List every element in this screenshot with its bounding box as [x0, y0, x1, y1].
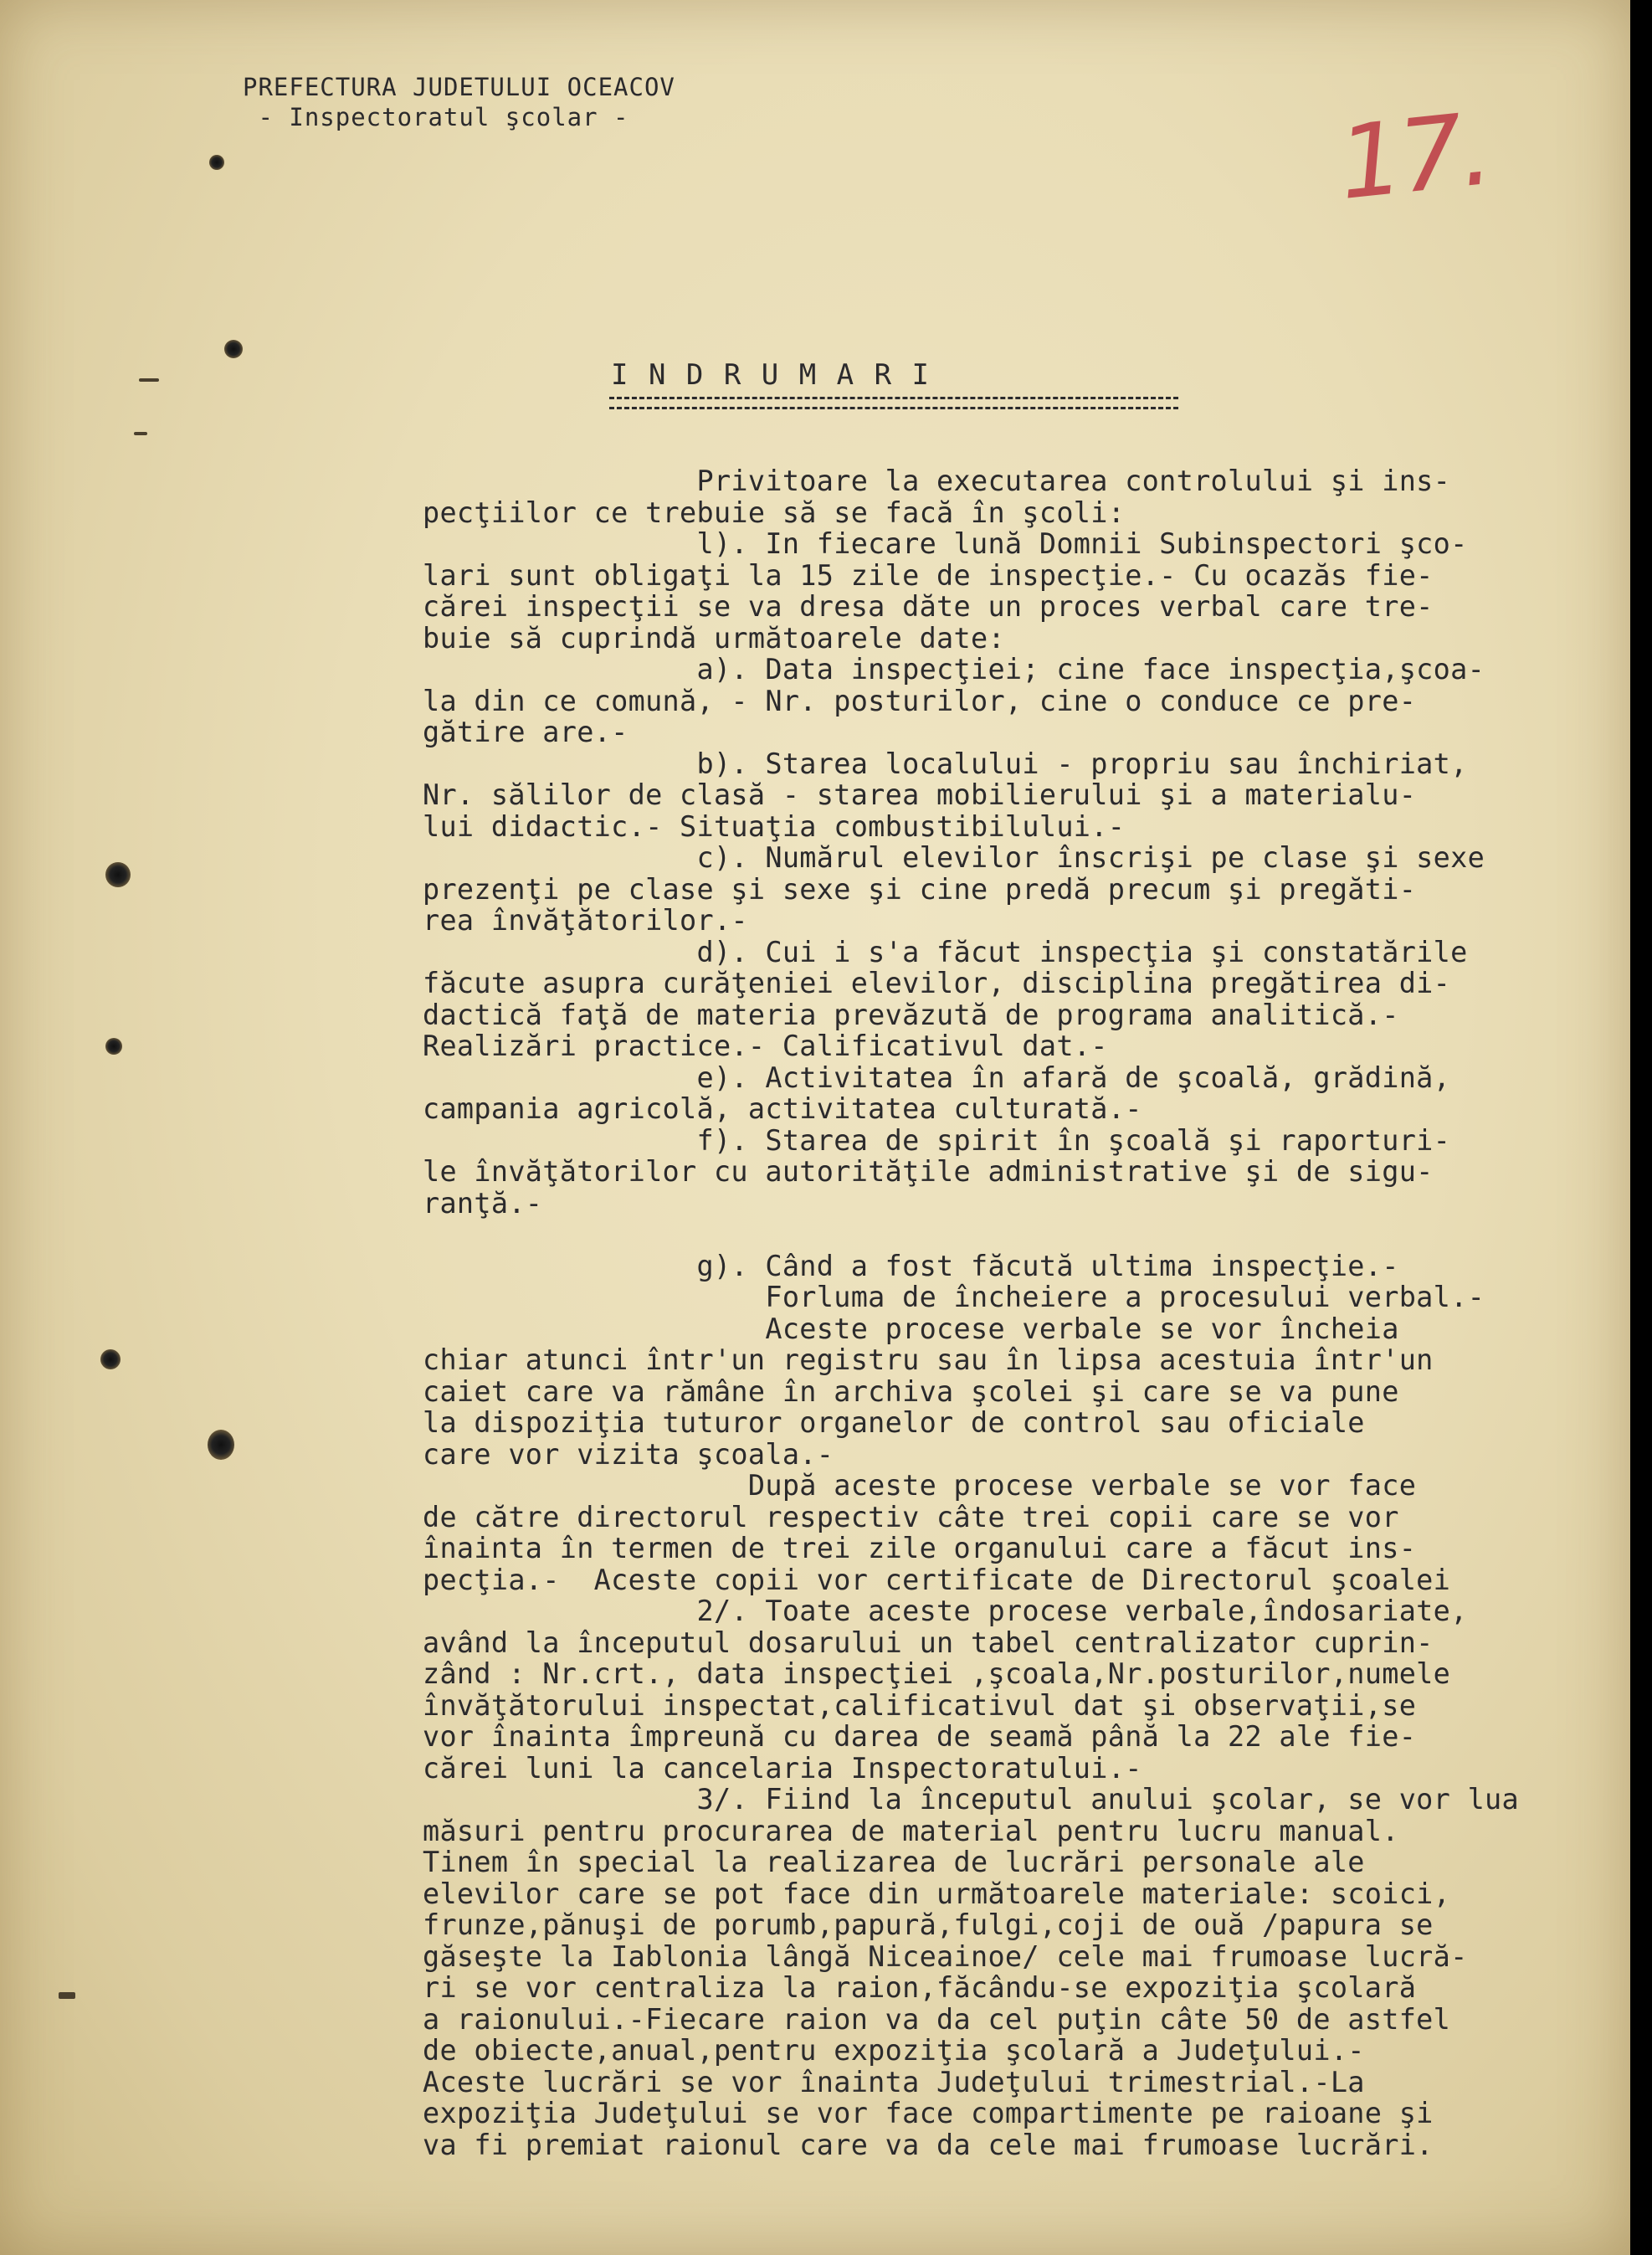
body-line: expoziţia Judeţului se vor face compartimente pe raioane şi: [423, 2097, 1434, 2129]
header-prefecture: PREFECTURA JUDETULUI OCEACOV: [243, 73, 675, 101]
body-line: prezenţi pe clase şi sexe şi cine predă precum şi pregăti-: [423, 872, 1417, 906]
body-line: Realizări practice.- Calificativul dat.-: [423, 1030, 1108, 1062]
body-line: lui didactic.- Situaţia combustibilului.-: [423, 809, 1126, 843]
body-line: campania agricolă, activitatea culturată.-: [423, 1092, 1142, 1125]
folio-number: 17.: [1333, 91, 1495, 223]
body-line: de către directorul respectiv câte trei copii care se vor: [423, 1500, 1399, 1533]
body-line: e). Activitatea în afară de şcoală, grădină,: [423, 1061, 1451, 1094]
body-line: chiar atunci într'un registru sau în lipsa acestuia într'un: [423, 1343, 1434, 1376]
body-line: va fi premiat raionul care va da cele mai frumoase lucrări.: [423, 2128, 1434, 2161]
body-line: Privitoare la executarea controlului şi ins-: [423, 465, 1451, 497]
body-line: a raionului.-Fiecare raion va da cel puţin câte 50 de astfel: [423, 2002, 1451, 2036]
body-line: vor înainta împreună cu darea de seamă până la 22 ale fie-: [423, 1720, 1417, 1753]
body-line: frunze,pănuşi de porumb,papură,fulgi,coji de ouă /papura se: [423, 1908, 1434, 1941]
title-underline: [609, 397, 1178, 399]
document-body: [423, 465, 1628, 2160]
body-line: g). Când a fost făcută ultima inspecţie.-: [423, 1249, 1399, 1282]
body-line: l). In fiecare lună Domnii Subinspectori şco-: [423, 527, 1468, 560]
body-line: la dispoziţia tuturor organelor de control sau oficiale: [423, 1406, 1365, 1439]
punch-hole: [208, 1430, 234, 1460]
body-line: ri se vor centraliza la raion,făcându-se expoziţia şcolară: [423, 1971, 1417, 2004]
body-line: pecţiilor ce trebuie să se facă în şcoli:: [423, 496, 1126, 529]
body-line: Nr. sălilor de clasă - starea mobilierului şi a materialu-: [423, 778, 1417, 811]
body-line: [423, 1219, 1628, 1251]
body-line: f). Starea de spirit în şcoală şi raporturi-: [423, 1123, 1451, 1157]
body-line: 2/. Toate aceste procese verbale,îndosariate,: [423, 1595, 1468, 1627]
body-line: rea învăţătorilor.-: [423, 904, 748, 937]
body-line: la din ce comună, - Nr. posturilor, cine o conduce ce pre-: [423, 684, 1417, 717]
body-line: d). Cui i s'a făcut inspecţia şi constatările: [423, 935, 1468, 968]
body-line: zând : Nr.crt., data inspecţiei ,şcoala,Nr.posturilor,numele: [423, 1657, 1451, 1690]
body-line: a). Data inspecţiei; cine face inspecţia,şcoa-: [423, 653, 1485, 686]
body-line: pecţia.- Aceste copii vor certificate de Directorul şcoalei: [423, 1563, 1451, 1596]
body-line: gătire are.-: [423, 716, 628, 748]
body-line: 3/. Fiind la începutul anului şcolar, se vor lua: [423, 1783, 1519, 1816]
title-underline: [609, 407, 1178, 409]
document-header: [243, 72, 675, 132]
body-line: măsuri pentru procurarea de material pentru lucru manual.: [423, 1814, 1399, 1847]
margin-mark: [134, 432, 147, 435]
margin-mark: [139, 378, 159, 382]
body-line: buie să cuprindă următoarele date:: [423, 621, 1005, 655]
body-line: făcute asupra curăţeniei elevilor, disciplina pregătirea di-: [423, 967, 1451, 999]
body-line: După aceste procese verbale se vor face: [423, 1469, 1417, 1502]
body-line: cărei luni la cancelaria Inspectoratului.-: [423, 1751, 1142, 1785]
punch-hole: [224, 340, 243, 358]
body-line: caiet care va rămâne în archiva şcolei şi care se va pune: [423, 1374, 1399, 1408]
body-line: Forluma de încheiere a procesului verbal.-: [423, 1281, 1485, 1313]
body-line: c). Numărul elevilor înscrişi pe clase şi sexe: [423, 841, 1485, 874]
body-line: înainta în termen de trei zile organului care a făcut ins-: [423, 1532, 1417, 1564]
body-line: învăţătorului inspectat,calificativul dat şi observaţii,se: [423, 1688, 1417, 1722]
body-line: dactică faţă de materia prevăzută de programa analitică.-: [423, 998, 1399, 1031]
margin-mark: [59, 1992, 75, 1999]
body-line: care vor vizita şcoala.-: [423, 1437, 834, 1471]
punch-hole: [209, 155, 224, 170]
document-title: I N D R U M A R I: [611, 358, 931, 392]
body-line: de obiecte,anual,pentru expoziţia şcolară a Judeţului.-: [423, 2034, 1365, 2067]
body-line: cărei inspecţii se va dresa dăte un proces verbal care tre-: [423, 590, 1434, 623]
body-line: le învăţătorilor cu autorităţile administrative şi de sigu-: [423, 1155, 1434, 1188]
body-line: Aceste lucrări se vor înainta Judeţului trimestrial.-La: [423, 2065, 1365, 2098]
header-inspectorate: - Inspectoratul şcolar -: [243, 103, 629, 131]
body-line: b). Starea localului - propriu sau închiriat,: [423, 747, 1468, 780]
body-line: având la începutul dosarului un tabel centralizator cuprin-: [423, 1626, 1434, 1659]
body-line: Aceste procese verbale se vor încheia: [423, 1312, 1399, 1345]
body-line: lari sunt obligaţi la 15 zile de inspecţie.- Cu ocazăs fie-: [423, 558, 1434, 592]
body-line: elevilor care se pot face din următoarele materiale: scoici,: [423, 1877, 1451, 1910]
punch-hole: [105, 862, 131, 887]
punch-hole: [100, 1349, 121, 1369]
body-line: Tinem în special la realizarea de lucrări personale ale: [423, 1846, 1365, 1878]
punch-hole: [105, 1038, 122, 1055]
body-line: găseşte la Iablonia lângă Niceainoe/ cele mai frumoase lucră-: [423, 1939, 1468, 1973]
body-line: ranţă.-: [423, 1186, 543, 1220]
